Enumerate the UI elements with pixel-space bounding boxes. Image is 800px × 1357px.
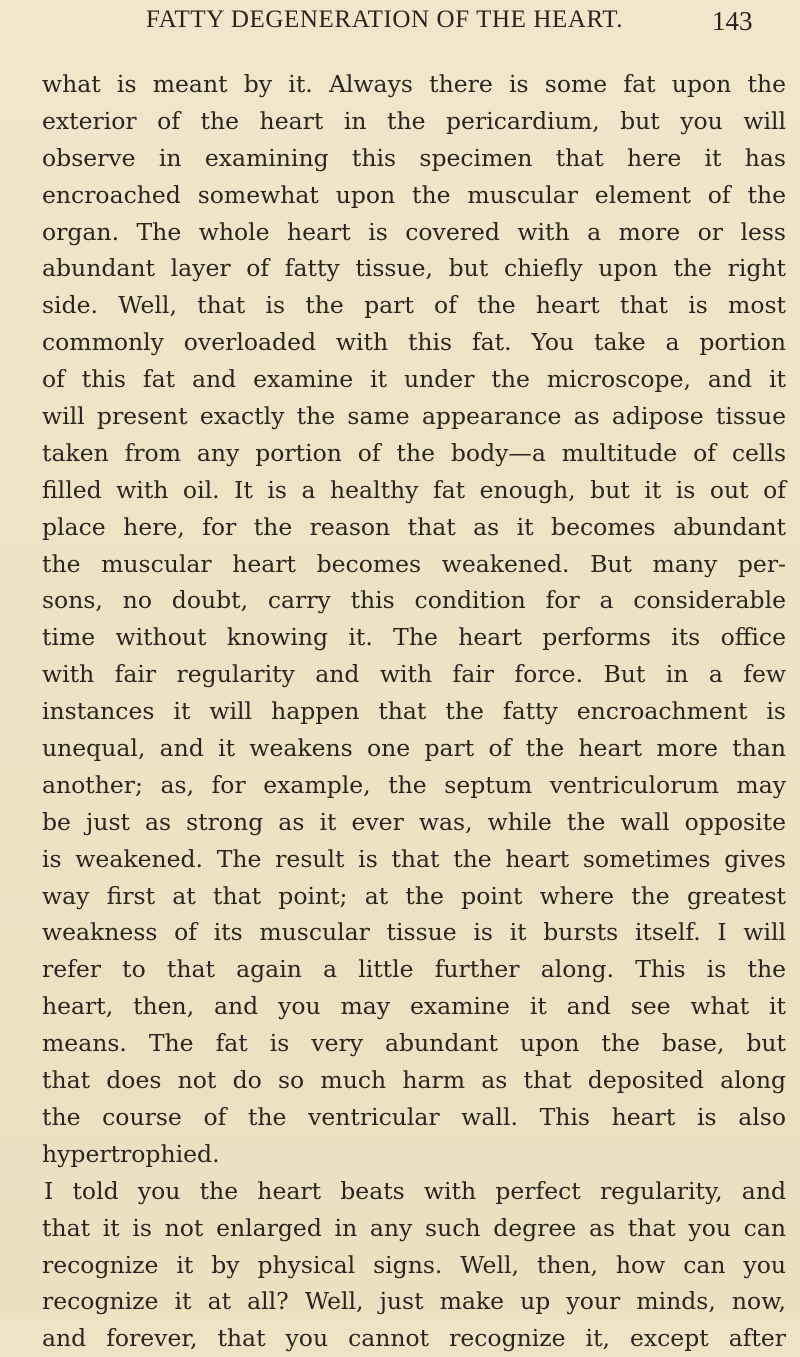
running-head [0, 6, 800, 46]
text-line: time without knowing it. The heart performs its office [42, 623, 786, 652]
text-line: side. Well, that is the part of the heart that is most [42, 291, 786, 320]
text-line: hypertrophied. [42, 1139, 220, 1168]
text-line: commonly overloaded with this fat. You take a portion [42, 328, 786, 357]
text-line: unequal, and it weakens one part of the heart more than [42, 734, 786, 763]
text-line: place here, for the reason that as it becomes abundant [42, 512, 786, 541]
text-line: observe in examining this specimen that here it has [42, 143, 786, 172]
text-line: recognize it at all? Well, just make up your minds, now, [42, 1287, 786, 1316]
text-line: recognize it by physical signs. Well, then, how can you [42, 1250, 786, 1279]
text-line: way first at that point; at the point where the greatest [42, 881, 786, 910]
text-line: instances it will happen that the fatty encroachment is [42, 697, 786, 726]
text-line: that does not do so much harm as that deposited along [42, 1066, 786, 1095]
text-line: with fair regularity and with fair force. But in a few [42, 660, 786, 689]
page-number: 143 [712, 6, 753, 36]
text-line: refer to that again a little further along. This is the [42, 955, 786, 984]
text-line: and forever, that you cannot recognize it, except after [42, 1324, 786, 1353]
text-line: encroached somewhat upon the muscular element of the [42, 180, 786, 209]
text-line: taken from any portion of the body—a multitude of cells [42, 438, 786, 467]
text-line: be just as strong as it ever was, while the wall opposite [42, 807, 786, 836]
text-line: what is meant by it. Always there is some fat upon the [42, 70, 786, 98]
text-line: heart, then, and you may examine it and see what it [42, 992, 786, 1021]
text-line: means. The fat is very abundant upon the base, but [42, 1029, 786, 1058]
text-line: I told you the heart beats with perfect regularity, and [44, 1176, 786, 1205]
text-line: of this fat and examine it under the microscope, and it [42, 365, 786, 394]
text-line: the muscular heart becomes weakened. But many per- [42, 549, 786, 578]
text-line: weakness of its muscular tissue is it bursts itself. I will [42, 918, 786, 947]
text-line: filled with oil. It is a healthy fat enough, but it is out of [42, 475, 786, 504]
text-line: will present exactly the same appearance as adipose tissue [42, 402, 786, 431]
text-line: exterior of the heart in the pericardium, but you will [42, 106, 786, 135]
text-line: is weakened. The result is that the heart sometimes gives [42, 844, 786, 873]
text-line: abundant layer of fatty tissue, but chiefly upon the right [42, 254, 786, 283]
text-line: sons, no doubt, carry this condition for a considerable [42, 586, 786, 615]
text-line: that it is not enlarged in any such degree as that you can [42, 1213, 786, 1242]
running-title: FATTY DEGENERATION OF THE HEART. [146, 6, 624, 33]
body-text [42, 66, 786, 1357]
text-line: organ. The whole heart is covered with a more or less [42, 217, 786, 246]
text-line: another; as, for example, the septum ventriculorum may [42, 770, 786, 799]
text-line: the course of the ventricular wall. This heart is also [42, 1102, 786, 1131]
